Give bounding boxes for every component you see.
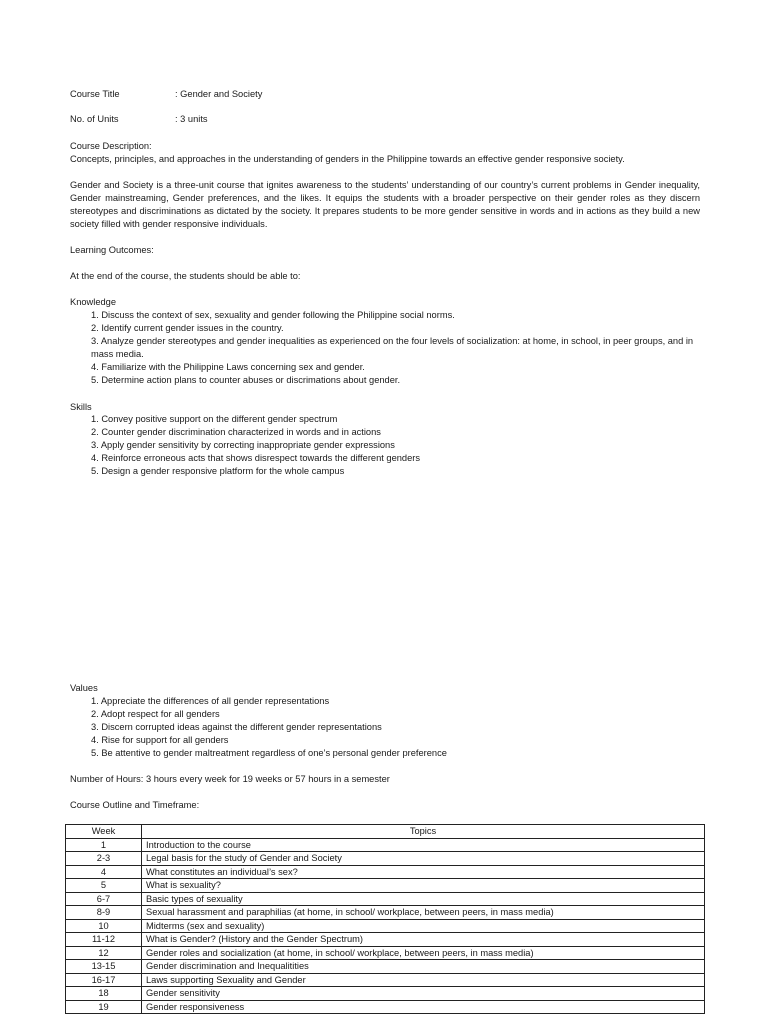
knowledge-item: 4. Familiarize with the Philippine Laws concerning sex and gender. (91, 362, 365, 372)
topic-cell: Gender responsiveness (142, 1000, 705, 1014)
table-row (66, 879, 705, 893)
topic-cell: What is sexuality? (142, 879, 705, 893)
week-cell: 1 (66, 838, 142, 852)
table-row (66, 933, 705, 947)
skills-item: 4. Reinforce erroneous acts that shows disrespect towards the different genders (91, 453, 421, 463)
units-value: : 3 units (175, 114, 208, 124)
week-cell: 18 (66, 987, 142, 1001)
hours-text: Number of Hours: 3 hours every week for 19 weeks or 57 hours in a semester (70, 774, 390, 784)
week-column-header: Week (66, 825, 142, 839)
knowledge-item: 3. Analyze gender stereotypes and gender inequalities as experienced on the four levels of socialization: at home, in school, in peer groups, and in mass media. (91, 336, 694, 359)
week-cell: 5 (66, 879, 142, 893)
table-row (66, 946, 705, 960)
week-cell: 13-15 (66, 960, 142, 974)
values-item: 2. Adopt respect for all genders (91, 709, 220, 719)
topic-cell: What constitutes an individual’s sex? (142, 865, 705, 879)
table-row (66, 865, 705, 879)
outcomes-intro: At the end of the course, the students should be able to: (70, 271, 301, 281)
topic-cell: Gender roles and socialization (at home, in school/ workplace, between peers, in mass media) (142, 946, 705, 960)
learning-outcomes-heading: Learning Outcomes: (70, 245, 154, 255)
table-row (66, 987, 705, 1001)
table-row (66, 1000, 705, 1014)
outline-heading: Course Outline and Timeframe: (70, 800, 200, 810)
week-cell: 16-17 (66, 973, 142, 987)
description-heading: Course Description: (70, 141, 152, 151)
values-item: 1. Appreciate the differences of all gender representations (91, 696, 330, 706)
knowledge-heading: Knowledge (70, 297, 117, 307)
course-title-value: : Gender and Society (175, 89, 263, 99)
table-row (66, 973, 705, 987)
table-row (66, 960, 705, 974)
week-cell: 10 (66, 919, 142, 933)
topic-cell: Gender sensitivity (142, 987, 705, 1001)
week-cell: 11-12 (66, 933, 142, 947)
topic-cell: Legal basis for the study of Gender and Society (142, 852, 705, 866)
topic-cell: Introduction to the course (142, 838, 705, 852)
table-row (66, 906, 705, 920)
skills-heading: Skills (70, 402, 92, 412)
table-row (66, 852, 705, 866)
topic-cell: What is Gender? (History and the Gender Spectrum) (142, 933, 705, 947)
course-outline-table (65, 824, 705, 1014)
units-label: No. of Units (70, 114, 119, 124)
topic-cell: Midterms (sex and sexuality) (142, 919, 705, 933)
knowledge-item: 1. Discuss the context of sex, sexuality and gender following the Philippine social norms. (91, 310, 455, 320)
table-row (66, 892, 705, 906)
table-row (66, 838, 705, 852)
topic-cell: Basic types of sexuality (142, 892, 705, 906)
topic-cell: Laws supporting Sexuality and Gender (142, 973, 705, 987)
values-item: 4. Rise for support for all genders (91, 735, 229, 745)
week-cell: 19 (66, 1000, 142, 1014)
skills-item: 2. Counter gender discrimination characterized in words and in actions (91, 427, 381, 437)
description-text: Concepts, principles, and approaches in the understanding of genders in the Philippine towards an effective gender responsive society. (70, 154, 625, 164)
topics-column-header: Topics (142, 825, 705, 839)
topic-cell: Sexual harassment and paraphilias (at home, in school/ workplace, between peers, in mass media) (142, 906, 705, 920)
values-item: 3. Discern corrupted ideas against the different gender representations (91, 722, 382, 732)
skills-item: 5. Design a gender responsive platform for the whole campus (91, 466, 345, 476)
values-heading: Values (70, 683, 98, 693)
topic-cell: Gender discrimination and Inequalitities (142, 960, 705, 974)
table-header-row (66, 825, 705, 839)
skills-item: 3. Apply gender sensitivity by correcting inappropriate gender expressions (91, 440, 395, 450)
values-item: 5. Be attentive to gender maltreatment regardless of one’s personal gender preference (91, 748, 447, 758)
week-cell: 12 (66, 946, 142, 960)
course-title-label: Course Title (70, 89, 120, 99)
week-cell: 8-9 (66, 906, 142, 920)
knowledge-item: 5. Determine action plans to counter abuses or discrimations about gender. (91, 375, 401, 385)
week-cell: 4 (66, 865, 142, 879)
knowledge-item: 2. Identify current gender issues in the country. (91, 323, 284, 333)
week-cell: 2-3 (66, 852, 142, 866)
skills-item: 1. Convey positive support on the different gender spectrum (91, 414, 338, 424)
overview-paragraph: Gender and Society is a three-unit course that ignites awareness to the students’ understanding of our country’s current problems in Gender inequality, Gender mainstreaming, Gender preferences, and the likes. It equips the students with a broader perspective on their gender roles as they discern stereotypes and discriminations as dictated by the society. It prepares students to be more gender sensitive in words and in actions as they build a new society filled with gender responsive individuals. (70, 180, 700, 229)
week-cell: 6-7 (66, 892, 142, 906)
table-row (66, 919, 705, 933)
